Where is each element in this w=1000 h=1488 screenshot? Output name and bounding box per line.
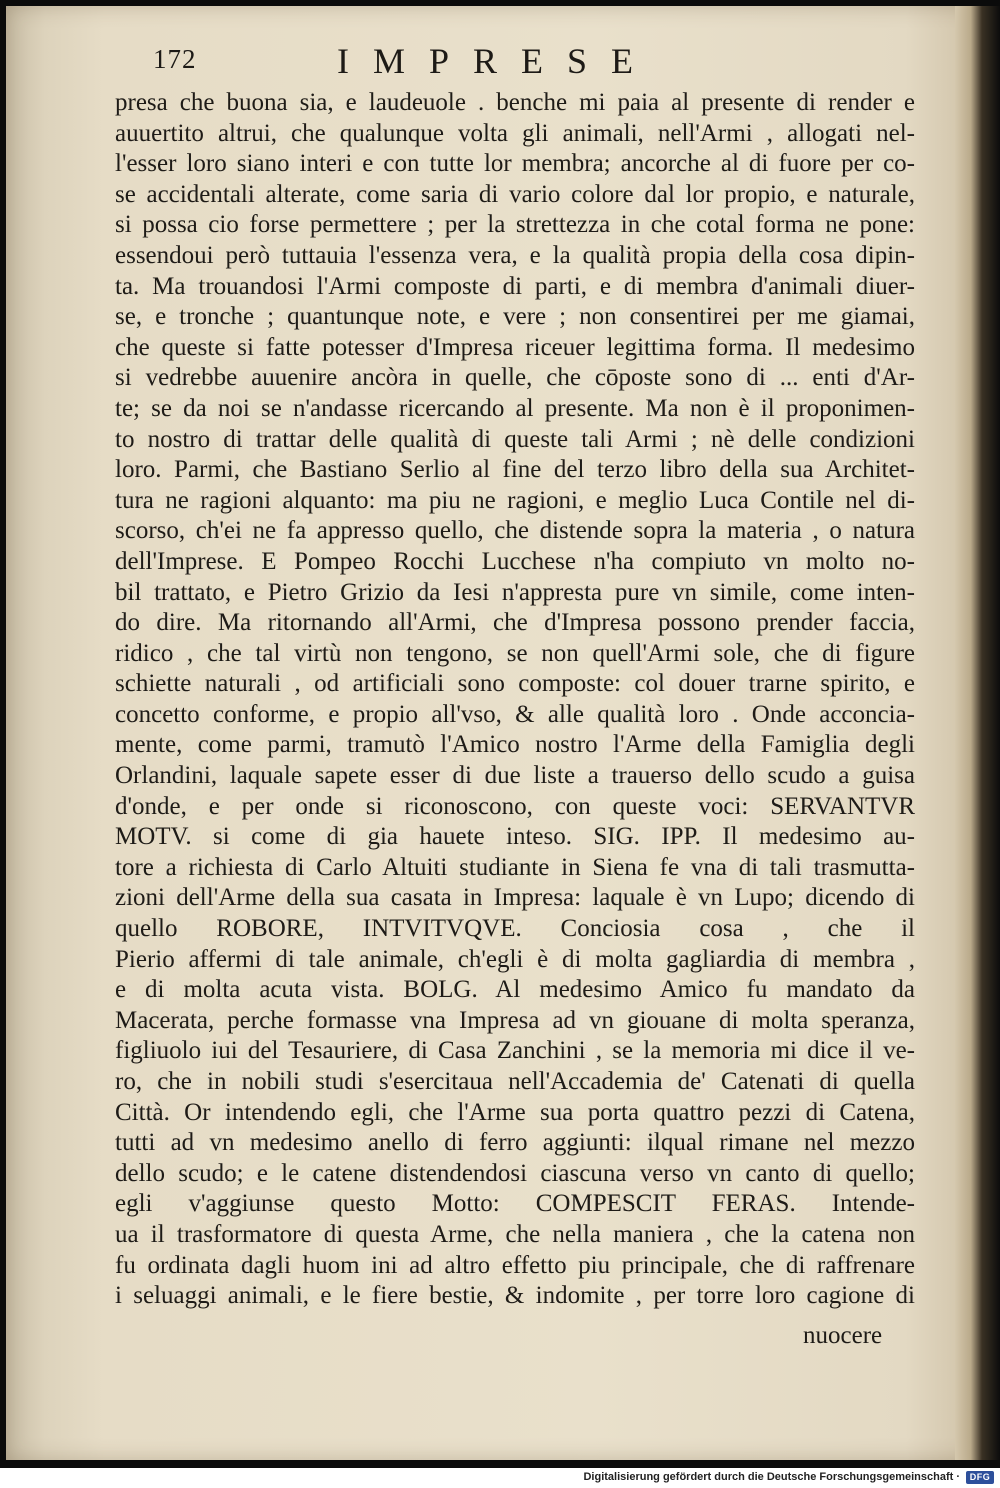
text-line: si vedrebbe auuenire ancòra in quelle, che cōposte sono di ... enti d'Ar- [115,364,915,392]
text-line: scorso, ch'ei ne fa appresso quello, che distende sopra la materia , o natura [115,517,915,545]
text-line: concetto conforme, e propio all'vso, & alle qualità loro . Onde acconcia- [115,700,915,728]
text-line: egli v'aggiunse questo Motto: COMPESCIT FERAS. Intende- [115,1190,915,1218]
catchword: nuocere [803,1322,883,1349]
text-line: tura ne ragioni alquanto: ma piu ne ragioni, e meglio Luca Contile nel di- [115,486,915,514]
dfg-logo-icon: DFG [966,1471,994,1484]
text-line: loro. Parmi, che Bastiano Serlio al fine del terzo libro della sua Architet- [115,456,915,484]
text-line: dello scudo; e le catene distendendosi ciascuna verso vn canto di quello; [115,1159,915,1187]
running-head [115,40,915,84]
text-line: l'esser loro siano interi e con tutte lor membra; ancorche al di fuore per co- [115,150,915,178]
running-title: IMPRESE [337,41,658,81]
text-line: MOTV. si come di gia hauete inteso. SIG. IPP. Il medesimo au- [115,823,915,851]
text-line: do dire. Ma ritornando all'Armi, che d'Impresa possono prender faccia, [115,609,915,637]
text-line: Macerata, perche formasse vna Impresa ad vn giouane di molta speranza, [115,1006,915,1034]
text-line: ridico , che tal virtù non tengono, se non quell'Armi sole, che di figure [115,639,915,667]
text-line: Città. Or intendendo egli, che l'Arme sua porta quattro pezzi di Catena, [115,1098,915,1126]
text-line: mente, come parmi, tramutò l'Amico nostro l'Arme della Famiglia degli [115,731,915,759]
text-line: se, e tronche ; quantunque note, e vere ; non consentirei per me giamai, [115,303,915,331]
text-line: d'onde, e per onde si riconoscono, con queste voci: SERVANTVR [115,792,915,820]
text-line: bil trattato, e Pietro Grizio da Iesi n'appresta pure vn simile, come inten- [115,578,915,606]
text-line: to nostro di trattar delle qualità di queste tali Armi ; nè delle condizioni [115,425,915,453]
text-line: che queste si fatte potesser d'Impresa riceuer legittima forma. Il medesimo [115,333,915,361]
text-line: zioni dell'Arme della sua casata in Impresa: laquale è vn Lupo; dicendo di [115,884,915,912]
text-line: te; se da noi se n'andasse ricercando al presente. Ma non è il proponimen- [115,394,915,422]
text-line: essendoui però tuttauia l'essenza vera, e la qualità propia della cosa dipin- [115,241,915,269]
text-line: schiette naturali , od artificiali sono composte: col douer trarne spirito, e [115,670,915,698]
text-line: se accidentali alterate, come saria di vario colore dal lor propio, e naturale, [115,180,915,208]
page-edge [955,6,1000,1460]
text-line: ua il trasformatore di questa Arme, che nella maniera , che la catena non [115,1220,915,1248]
text-line: presa che buona sia, e laudeuole . benche mi paia al presente di render e [115,89,915,116]
text-line: ro, che in nobili studi s'esercitaua nell'Accademia de' Catenati di quella [115,1068,915,1095]
text-line: dell'Imprese. E Pompeo Rocchi Lucchese n'ha compiuto vn molto no- [115,547,915,575]
text-line: tutti ad vn medesimo anello di ferro aggiunti: ilqual rimane nel mezzo [115,1129,915,1157]
text-line: si possa cio forse permettere ; per la strettezza in che cotal forma ne pone: [115,211,915,239]
text-line: quello ROBORE, INTVITVQVE. Conciosia cosa , che il [115,915,915,943]
text-line: auuertito altrui, che qualunque volta gli animali, nell'Armi , allogati nel- [115,119,915,147]
text-line: fu ordinata dagli huom ini ad altro effetto piu principale, che di raffrenare [115,1251,915,1279]
text-line: tore a richiesta di Carlo Altuiti studiante in Siena fe vna di tali trasmutta- [115,853,915,881]
text-line: Orlandini, laquale sapete esser di due liste a trauerso dello scudo a guisa [115,762,915,790]
footer-bar [0,1468,1000,1488]
text-line: figliuolo iui del Tesauriere, di Casa Zanchini , se la memoria mi dice il ve- [115,1037,915,1065]
body-text [115,88,915,1312]
text-line: e di molta acuta vista. BOLG. Al medesimo Amico fu mandato da [115,976,915,1004]
footer-credit: Digitalisierung gefördert durch die Deutsche Forschungsgemeinschaft · [583,1471,960,1483]
text-line: Pierio affermi di tale animale, ch'egli è di molta gagliardia di membra , [115,945,915,973]
page-number: 172 [153,44,197,74]
text-line: ta. Ma trouandosi l'Armi composte di parti, e di membra d'animali diuer- [115,272,915,300]
text-line: i seluaggi animali, e le fiere bestie, & indomite , per torre loro cagione di [115,1282,915,1310]
